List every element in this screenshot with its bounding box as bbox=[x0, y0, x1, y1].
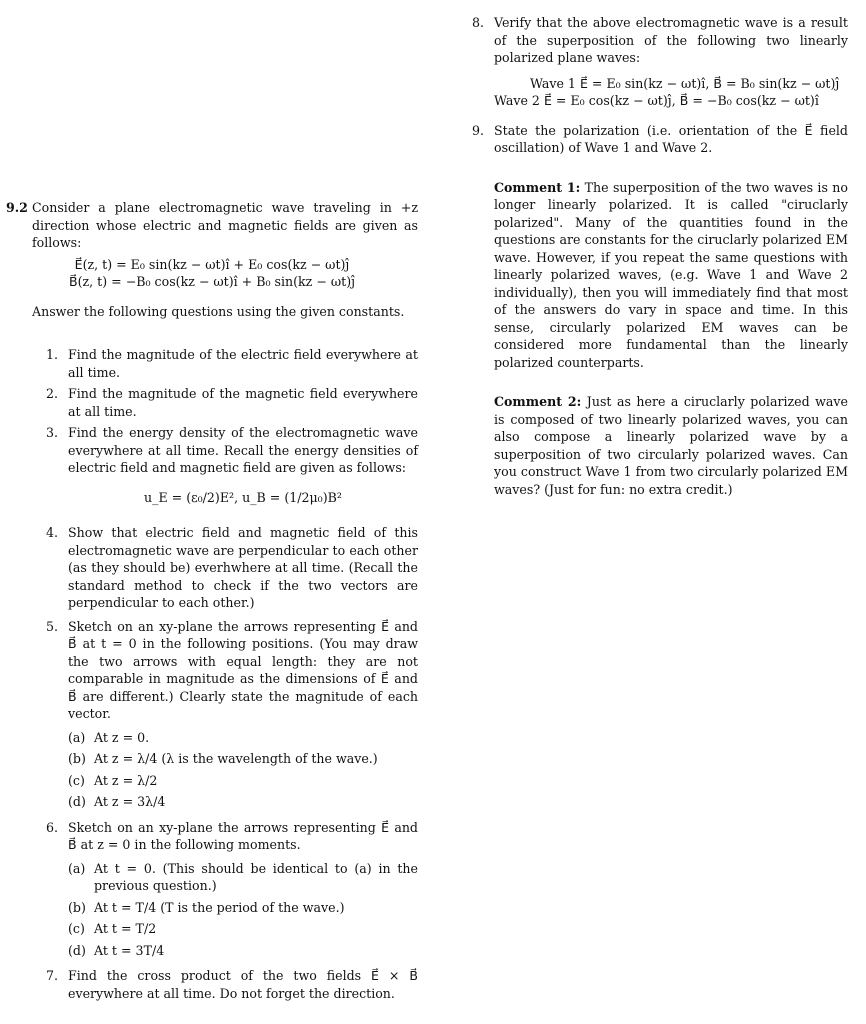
sub-label: (d) bbox=[68, 942, 86, 958]
sub-question-a bbox=[68, 729, 418, 747]
question-number: 7. bbox=[46, 968, 59, 983]
question-number: 1. bbox=[46, 347, 59, 362]
question-text: Sketch on an xy-plane the arrows representing E⃗ and B⃗ at t = 0 in the following positions. (You may draw the two arrows with equal length: they are not comparable in magnitude as the dimensions of E⃗ and B⃗ are different.) Clearly state the magnitude of each vector. bbox=[68, 618, 418, 721]
question-body bbox=[68, 424, 418, 506]
sub-text: At z = 3λ/4 bbox=[94, 794, 166, 809]
question-4 bbox=[46, 524, 418, 612]
question-text: State the polarization (i.e. orientation of the E⃗ field oscillation) of Wave 1 and Wave 2. bbox=[494, 122, 848, 155]
question-number: 3. bbox=[46, 425, 59, 440]
question-text: Find the cross product of the two fields E⃗ × B⃗ everywhere at all time. Do not forget the direction. bbox=[68, 968, 418, 1001]
question-text: Sketch on an xy-plane the arrows representing E⃗ and B⃗ at z = 0 in the following moments. bbox=[68, 819, 418, 852]
question-body bbox=[68, 819, 418, 960]
question-number: 8. bbox=[472, 15, 485, 30]
question-7 bbox=[46, 967, 418, 1002]
left-column bbox=[6, 199, 418, 1002]
question-5 bbox=[46, 618, 418, 811]
comment-1 bbox=[494, 179, 848, 372]
question-2 bbox=[46, 385, 418, 420]
sub-question-c bbox=[68, 920, 418, 938]
question-number: 4. bbox=[46, 525, 59, 540]
sub-question-c bbox=[68, 772, 418, 790]
question-8 bbox=[472, 14, 848, 110]
sub-label: (c) bbox=[68, 921, 85, 936]
question-3 bbox=[46, 424, 418, 506]
sub-question-d bbox=[68, 942, 418, 960]
question-number: 9. bbox=[472, 122, 485, 138]
sub-text: At z = 0. bbox=[94, 729, 150, 745]
question-list bbox=[46, 346, 418, 1002]
sub-label: (b) bbox=[68, 751, 86, 766]
problem-intro: Consider a plane electromagnetic wave traveling in +z direction whose electric and magnetic fields are given as follows: bbox=[32, 200, 418, 250]
problem-header bbox=[6, 199, 418, 252]
sub-text: At z = λ/4 (λ is the wavelength of the wave.) bbox=[94, 751, 378, 766]
question-number: 6. bbox=[46, 819, 59, 835]
sub-text: At t = 0. (This should be identical to (a) in the previous question.) bbox=[94, 860, 418, 893]
wave-2-equation: Wave 2 E⃗ = E₀ cos(kz − ωt)ĵ, B⃗ = −B₀ cos(kz − ωt)î bbox=[494, 93, 819, 108]
sub-question-a bbox=[68, 860, 418, 895]
question-text: Find the magnitude of the electric field everywhere at all time. bbox=[68, 347, 418, 380]
problem-number: 9.2 bbox=[6, 200, 28, 215]
sub-label: (a) bbox=[68, 729, 86, 745]
sub-text: At t = 3T/4 bbox=[94, 942, 165, 958]
question-number: 5. bbox=[46, 618, 59, 634]
comment-2 bbox=[494, 393, 848, 498]
electric-field-equation: E⃗(z, t) = E₀ sin(kz − ωt)î + E₀ cos(kz − ωt)ĵ bbox=[74, 256, 350, 272]
question-body bbox=[494, 14, 848, 110]
sub-label: (a) bbox=[68, 860, 86, 876]
wave-1-equation: Wave 1 E⃗ = E₀ sin(kz − ωt)î, B⃗ = B₀ sin(kz − ωt)ĵ bbox=[530, 75, 840, 91]
comment-text: The superposition of the two waves is no longer linearly polarized. It is called "ciruclarly polarized". Many of the quantities found in the questions are constants for the ciruclarly polarized EM wave. However, if you repeat the same questions with linearly polarized waves, (e.g. Wave 1 and Wave 2 individually), then you will immediately find that most of the answers do vary in space and time. In this sense, circularly polarized EM waves can be considered more fundamental than the linearly polarized counterparts. bbox=[494, 179, 848, 370]
sub-text: At z = λ/2 bbox=[94, 772, 158, 788]
question-text: Find the energy density of the electromagnetic wave everywhere at all time. Recall the energy densities of electric field and magnetic field are given as follows: bbox=[68, 425, 418, 475]
sub-question-b bbox=[68, 899, 418, 917]
comment-title: Comment 1: bbox=[494, 179, 581, 195]
sub-label: (b) bbox=[68, 899, 86, 915]
comment-title: Comment 2: bbox=[494, 394, 582, 409]
question-text: Verify that the above electromagnetic wave is a result of the superposition of the following two linearly polarized plane waves: bbox=[494, 15, 848, 65]
instruction-text: Answer the following questions using the given constants. bbox=[32, 303, 405, 319]
question-text: Find the magnitude of the magnetic field everywhere at all time. bbox=[68, 386, 418, 419]
sub-label: (d) bbox=[68, 794, 86, 809]
question-text: Show that electric field and magnetic field of this electromagnetic wave are perpendicular to each other (as they should be) everhwhere at all time. (Recall the standard method to check if the two vectors are perpendicular to each other.) bbox=[68, 525, 418, 610]
sub-question-d bbox=[68, 793, 418, 811]
right-column bbox=[472, 14, 848, 498]
energy-density-equation: u_E = (ε₀/2)E², u_B = (1/2μ₀)B² bbox=[144, 489, 342, 505]
sub-text: At t = T/4 (T is the period of the wave.) bbox=[94, 899, 345, 915]
question-number: 2. bbox=[46, 386, 59, 401]
question-body bbox=[68, 618, 418, 811]
question-6 bbox=[46, 819, 418, 960]
comment-text: Just as here a ciruclarly polarized wave is composed of two linearly polarized waves, you can also compose a linearly polarized wave by a superposition of two circularly polarized waves. Can you construct Wave 1 from two circularly polarized EM waves? (Just for fun: no extra credit.) bbox=[494, 394, 848, 497]
sub-text: At t = T/2 bbox=[94, 921, 157, 936]
sub-question-b bbox=[68, 750, 418, 768]
question-1 bbox=[46, 346, 418, 381]
sub-label: (c) bbox=[68, 772, 85, 788]
magnetic-field-equation: B⃗(z, t) = −B₀ cos(kz − ωt)î + B₀ sin(kz − ωt)ĵ bbox=[68, 274, 356, 289]
question-9 bbox=[472, 122, 848, 157]
